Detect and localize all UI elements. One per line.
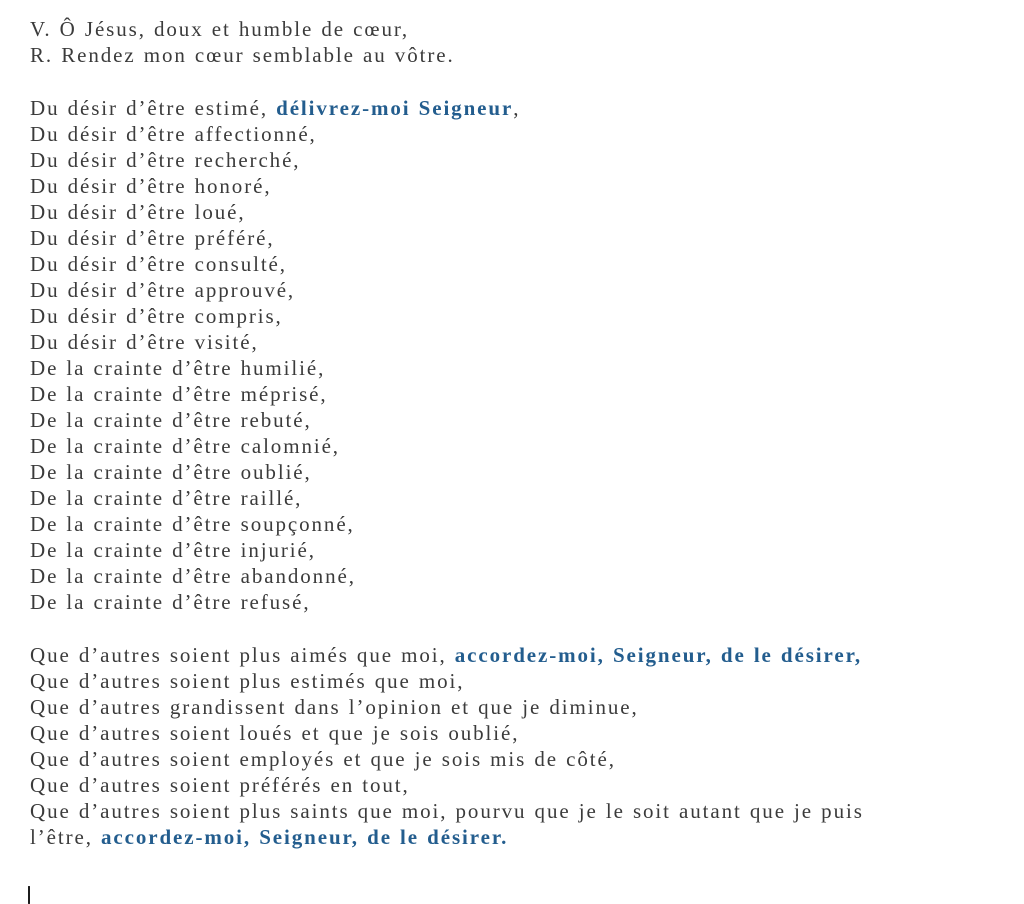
litany-response-text: délivrez-moi Seigneur	[276, 96, 514, 120]
text-segment: Que d’autres soient loués et que je sois oublié,	[30, 721, 520, 745]
text-line[interactable]	[30, 277, 1014, 303]
text-segment: Du désir d’être affectionné,	[30, 122, 317, 146]
text-segment: Du désir d’être compris,	[30, 304, 283, 328]
text-line[interactable]	[30, 694, 1014, 720]
text-line[interactable]	[30, 433, 1014, 459]
text-line[interactable]	[30, 355, 1014, 381]
section-invocation	[30, 16, 1014, 68]
text-line[interactable]	[30, 589, 1014, 615]
text-segment: Que d’autres grandissent dans l’opinion et que je diminue,	[30, 695, 639, 719]
text-line[interactable]	[30, 147, 1014, 173]
text-segment: De la crainte d’être soupçonné,	[30, 512, 355, 536]
text-line[interactable]	[30, 563, 1014, 589]
text-segment: De la crainte d’être humilié,	[30, 356, 326, 380]
text-line[interactable]	[30, 225, 1014, 251]
text-line[interactable]	[30, 459, 1014, 485]
text-cursor-caret	[28, 886, 30, 904]
text-line[interactable]	[30, 199, 1014, 225]
text-segment: De la crainte d’être refusé,	[30, 590, 311, 614]
text-segment: Du désir d’être préféré,	[30, 226, 275, 250]
text-line[interactable]	[30, 303, 1014, 329]
text-line[interactable]	[30, 668, 1014, 694]
text-segment: Que d’autres soient plus estimés que moi,	[30, 669, 465, 693]
text-segment: Du désir d’être honoré,	[30, 174, 272, 198]
text-segment: Que d’autres soient préférés en tout,	[30, 773, 410, 797]
text-line[interactable]	[30, 772, 1014, 798]
litany-response-text: accordez-moi, Seigneur, de le désirer,	[454, 643, 863, 667]
text-segment: V. Ô Jésus, doux et humble de cœur,	[30, 17, 410, 41]
text-segment: De la crainte d’être calomnié,	[30, 434, 340, 458]
document-text-area[interactable]	[30, 16, 1014, 850]
text-line[interactable]	[30, 121, 1014, 147]
text-segment: De la crainte d’être injurié,	[30, 538, 316, 562]
text-segment: ,	[513, 96, 521, 120]
text-line[interactable]	[30, 407, 1014, 433]
text-segment: De la crainte d’être méprisé,	[30, 382, 328, 406]
text-segment: R. Rendez mon cœur semblable au vôtre.	[30, 43, 455, 67]
text-line[interactable]	[30, 511, 1014, 537]
text-line[interactable]	[30, 798, 1014, 824]
text-line[interactable]	[30, 95, 1014, 121]
text-line[interactable]	[30, 381, 1014, 407]
text-segment: De la crainte d’être abandonné,	[30, 564, 356, 588]
text-segment: Du désir d’être consulté,	[30, 252, 287, 276]
text-line[interactable]	[30, 537, 1014, 563]
text-line[interactable]	[30, 42, 1014, 68]
text-segment: Du désir d’être approuvé,	[30, 278, 296, 302]
text-segment: Du désir d’être loué,	[30, 200, 246, 224]
section-litany-desire	[30, 642, 1014, 850]
text-segment: Du désir d’être recherché,	[30, 148, 301, 172]
text-line[interactable]	[30, 720, 1014, 746]
text-line[interactable]	[30, 746, 1014, 772]
text-segment: Que d’autres soient plus saints que moi, pourvu que je le soit autant que je puis	[30, 799, 864, 823]
text-segment: De la crainte d’être rebuté,	[30, 408, 312, 432]
litany-response-text: accordez-moi, Seigneur, de le désirer.	[101, 825, 509, 849]
text-segment: Que d’autres soient employés et que je sois mis de côté,	[30, 747, 616, 771]
text-segment: Du désir d’être visité,	[30, 330, 259, 354]
text-segment: l’être,	[30, 825, 101, 849]
section-litany-deliverance	[30, 95, 1014, 615]
text-segment: De la crainte d’être raillé,	[30, 486, 303, 510]
text-line[interactable]	[30, 173, 1014, 199]
text-line[interactable]	[30, 485, 1014, 511]
text-line[interactable]	[30, 16, 1014, 42]
text-segment: Du désir d’être estimé,	[30, 96, 277, 120]
text-segment: Que d’autres soient plus aimés que moi,	[30, 643, 455, 667]
text-segment: De la crainte d’être oublié,	[30, 460, 312, 484]
text-line[interactable]	[30, 642, 1014, 668]
text-line[interactable]	[30, 329, 1014, 355]
text-line[interactable]	[30, 251, 1014, 277]
text-line[interactable]	[30, 824, 1014, 850]
